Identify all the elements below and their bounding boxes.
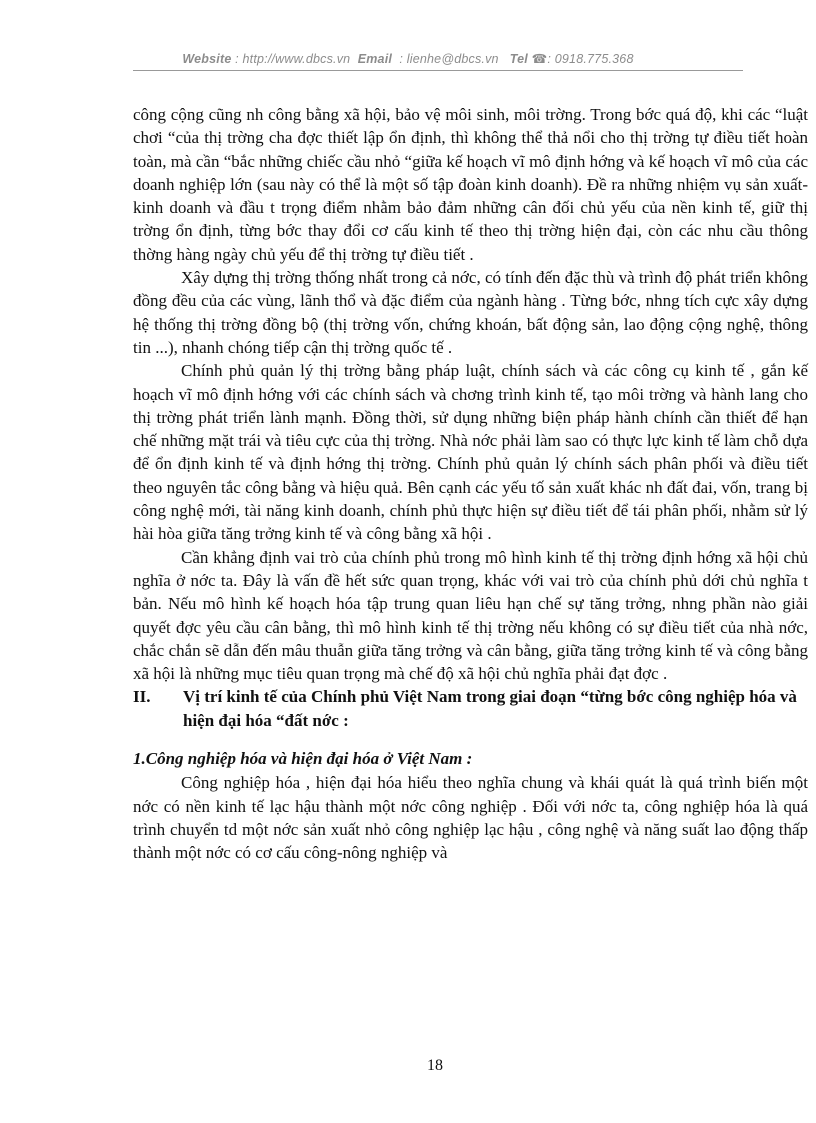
- website-label: Website: [182, 52, 232, 66]
- paragraph-2: Xây dựng thị trờng thống nhất trong cả nớc, có tính đến đặc thù và trình độ phát triển không đồng đều của các vùng, lãnh thổ và đặc điểm của ngành hàng . Từng bớc, nhng tích cực xây dựng hệ thống thị trờng đồng bộ (thị trờng vốn, chứng khoán, bất động sản, lao động cộng nghệ, thông tin ...), nhanh chóng tiếp cận thị trờng quốc tế .: [133, 268, 808, 357]
- subsection-heading-1: 1.Công nghiệp hóa và hiện đại hóa ở Việt Nam :: [133, 749, 473, 769]
- tel-value: ☎: 0918.775.368: [531, 52, 634, 66]
- email-label: Email: [357, 52, 393, 66]
- paragraph-4: Cần khẳng định vai trò của chính phủ trong mô hình kinh tế thị trờng định hớng xã hội chủ nghĩa ở nớc ta. Đây là vấn đề hết sức quan trọng, khác với vai trò của chính phủ dới chủ nghĩa t bản. Nếu mô hình kế hoạch hóa tập trung quan liêu hạn chế sự tăng trởng, nhng phần nào giải quyết đợc yêu cầu cân bằng, thì mô hình kinh tế thị trờng nếu không có sự điều tiết của nhà nớc, chắc chắn sẽ dẫn đến mâu thuẫn giữa tăng trởng và cân bằng, giữa tăng trởng kinh tế và công bằng xã hội là những mục tiêu quan trọng mà chế độ xã hội chủ nghĩa phải đạt đợc .: [133, 547, 808, 684]
- page-header: [0, 51, 816, 66]
- tel-label: Tel: [509, 52, 528, 66]
- section-title: Vị trí kinh tế của Chính phủ Việt Nam trong giai đoạn “từng bớc công nghiệp hóa và hiện đại hóa “đất nớc :: [183, 687, 797, 731]
- paragraph-3: Chính phủ quản lý thị trờng bằng pháp luật, chính sách và các công cụ kinh tế , gắn kế hoạch vĩ mô định hớng với các chính sách và chơng trình kinh tế, tạo môi trờng và hành lang cho thị trờng phát triển lành mạnh. Đồng thời, sử dụng những biện pháp hành chính cần thiết để hạn chế những mặt trái và tiêu cực của thị trờng. Nhà nớc phải làm sao có thực lực kinh tế làm chỗ dựa để ổn định kinh tế và định hớng thị trờng. Chính phủ quản lý chính sách phân phối và điều tiết theo nguyên tắc công bằng và hiệu quả. Bên cạnh các yếu tố sản xuất khác nh đất đai, vốn, trang bị công nghệ mới, tài năng kinh doanh, chính phủ thực hiện sự điều tiết để tái phân phối, nhằm sử lý hài hòa giữa tăng trởng kinh tế và công bằng xã hội .: [133, 361, 808, 544]
- section-heading-ii: [133, 685, 808, 733]
- paragraph-1: công cộng cũng nh công bằng xã hội, bảo vệ môi sinh, môi trờng. Trong bớc quá độ, khi các “luật chơi “của thị trờng cha đợc thiết lập ổn định, thì không thể thả nổi cho thị trờng tự điều tiết hoàn toàn, mà cần “bắc những chiếc cầu nhỏ “giữa kế hoạch vĩ mô định hớng và kế hoạch vĩ mô của các doanh nghiệp lớn (sau này có thể là một số tập đoàn kinh doanh). Đề ra những nhiệm vụ sản xuất-kinh doanh và đầu t trọng điểm nhằm bảo đảm những cân đối chủ yếu của nền kinh tế, giữ thị trờng ổn định, từng bớc thay đổi cơ cấu kinh tế theo thị trờng hiện đại, còn các nhu cầu thông thờng hàng ngày chủ yếu để thị trờng tự điều tiết .: [133, 105, 808, 264]
- paragraph-5: Công nghiệp hóa , hiện đại hóa hiểu theo nghĩa chung và khái quát là quá trình biến một nớc có nền kinh tế lạc hậu thành một nớc công nghiệp . Đối với nớc ta, công nghiệp hóa là quá trình chuyển td một nớc sản xuất nhỏ công nghiệp lạc hậu , công nghệ và năng suất lao động thấp thành một nớc có cơ cấu công-nông nghiệp và: [133, 773, 808, 863]
- document-body: [133, 103, 808, 865]
- header-divider: [133, 70, 743, 71]
- page-number: 18: [427, 1057, 443, 1074]
- section-number: II.: [133, 687, 151, 707]
- website-value: : http://www.dbcs.vn: [235, 52, 351, 66]
- email-value: : lienhe@dbcs.vn: [399, 52, 499, 66]
